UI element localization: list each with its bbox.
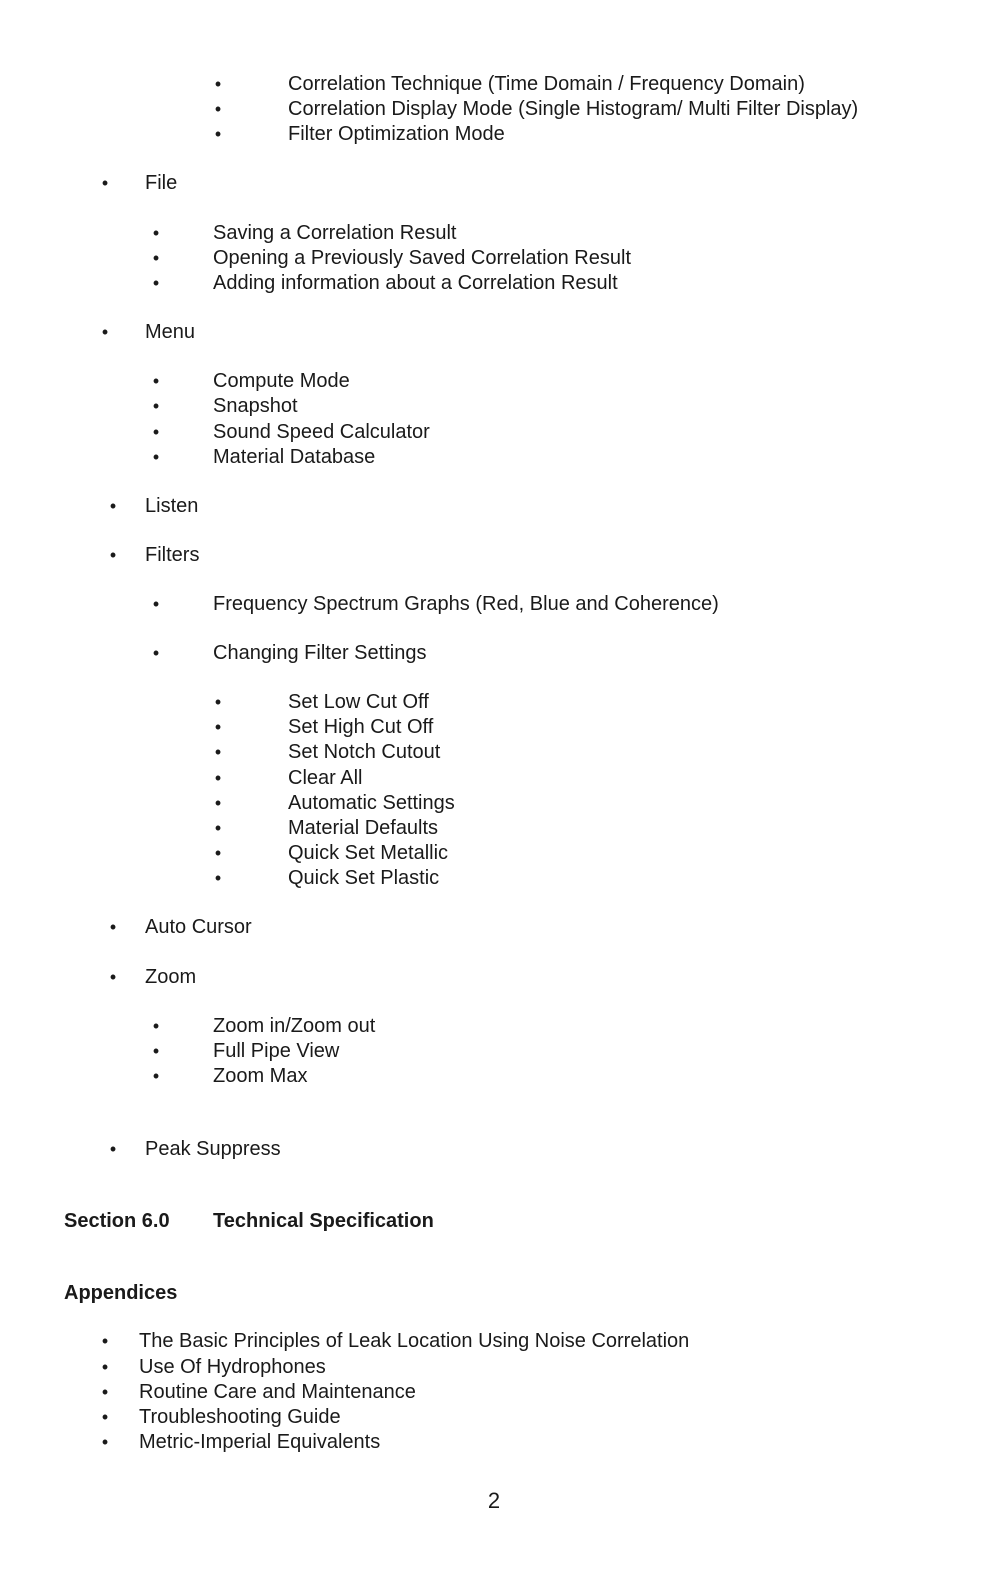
bullet-icon: • [152, 422, 160, 442]
section-number: Section 6.0 [64, 1210, 170, 1232]
bullet-icon: • [214, 843, 222, 863]
list-item: Quick Set Plastic [288, 867, 440, 889]
list-item: Snapshot [213, 395, 298, 417]
list-item: Correlation Display Mode (Single Histogram/ Multi Filter Display) [288, 98, 859, 120]
bullet-icon: • [152, 396, 160, 416]
section-listen-label: Listen [145, 495, 199, 517]
bullet-icon: • [101, 1331, 109, 1351]
bullet-icon: • [152, 594, 160, 614]
bullet-icon: • [214, 768, 222, 788]
bullet-icon: • [152, 1066, 160, 1086]
list-item: Compute Mode [213, 370, 350, 392]
bullet-icon: • [109, 967, 117, 987]
bullet-icon: • [101, 1407, 109, 1427]
bullet-icon: • [101, 173, 109, 193]
list-item: Routine Care and Maintenance [139, 1381, 416, 1403]
list-item: Quick Set Metallic [288, 842, 449, 864]
list-item: Troubleshooting Guide [139, 1406, 341, 1428]
bullet-icon: • [214, 868, 222, 888]
bullet-icon: • [101, 322, 109, 342]
list-item: Saving a Correlation Result [213, 222, 457, 244]
bullet-icon: • [214, 818, 222, 838]
bullet-icon: • [101, 1357, 109, 1377]
list-item: Adding information about a Correlation Result [213, 272, 618, 294]
list-item: Filter Optimization Mode [288, 123, 505, 145]
list-item: Sound Speed Calculator [213, 421, 430, 443]
list-item: Clear All [288, 767, 363, 789]
list-item: Full Pipe View [213, 1040, 340, 1062]
section-zoom-label: Zoom [145, 966, 197, 988]
section-file-label: File [145, 172, 178, 194]
bullet-icon: • [109, 545, 117, 565]
bullet-icon: • [152, 1016, 160, 1036]
bullet-icon: • [152, 248, 160, 268]
bullet-icon: • [109, 1139, 117, 1159]
section-title: Technical Specification [213, 1210, 434, 1232]
list-item: Set Low Cut Off [288, 691, 429, 713]
section-menu-label: Menu [145, 321, 196, 343]
section-peak-suppress-label: Peak Suppress [145, 1138, 281, 1160]
bullet-icon: • [214, 692, 222, 712]
list-item: Opening a Previously Saved Correlation Result [213, 247, 631, 269]
bullet-icon: • [214, 99, 222, 119]
list-item: The Basic Principles of Leak Location Using Noise Correlation [139, 1330, 690, 1352]
list-item: Set Notch Cutout [288, 741, 441, 763]
bullet-icon: • [214, 124, 222, 144]
list-item: Zoom Max [213, 1065, 308, 1087]
bullet-icon: • [152, 643, 160, 663]
list-item: Metric-Imperial Equivalents [139, 1431, 381, 1453]
bullet-icon: • [109, 917, 117, 937]
bullet-icon: • [152, 273, 160, 293]
list-item: Correlation Technique (Time Domain / Frequency Domain) [288, 73, 805, 95]
page-number: 2 [487, 1488, 501, 1513]
list-item: Frequency Spectrum Graphs (Red, Blue and Coherence) [213, 593, 719, 615]
bullet-icon: • [214, 717, 222, 737]
bullet-icon: • [101, 1382, 109, 1402]
list-item: Use Of Hydrophones [139, 1356, 326, 1378]
section-auto-cursor-label: Auto Cursor [145, 916, 252, 938]
list-item: Zoom in/Zoom out [213, 1015, 376, 1037]
bullet-icon: • [152, 371, 160, 391]
section-filters-label: Filters [145, 544, 200, 566]
bullet-icon: • [152, 447, 160, 467]
list-item: Changing Filter Settings [213, 642, 427, 664]
bullet-icon: • [101, 1432, 109, 1452]
list-item: Material Defaults [288, 817, 439, 839]
appendices-heading: Appendices [64, 1282, 178, 1304]
bullet-icon: • [214, 742, 222, 762]
bullet-icon: • [109, 496, 117, 516]
bullet-icon: • [152, 223, 160, 243]
list-item: Material Database [213, 446, 376, 468]
bullet-icon: • [152, 1041, 160, 1061]
list-item: Automatic Settings [288, 792, 455, 814]
bullet-icon: • [214, 793, 222, 813]
bullet-icon: • [214, 74, 222, 94]
list-item: Set High Cut Off [288, 716, 434, 738]
